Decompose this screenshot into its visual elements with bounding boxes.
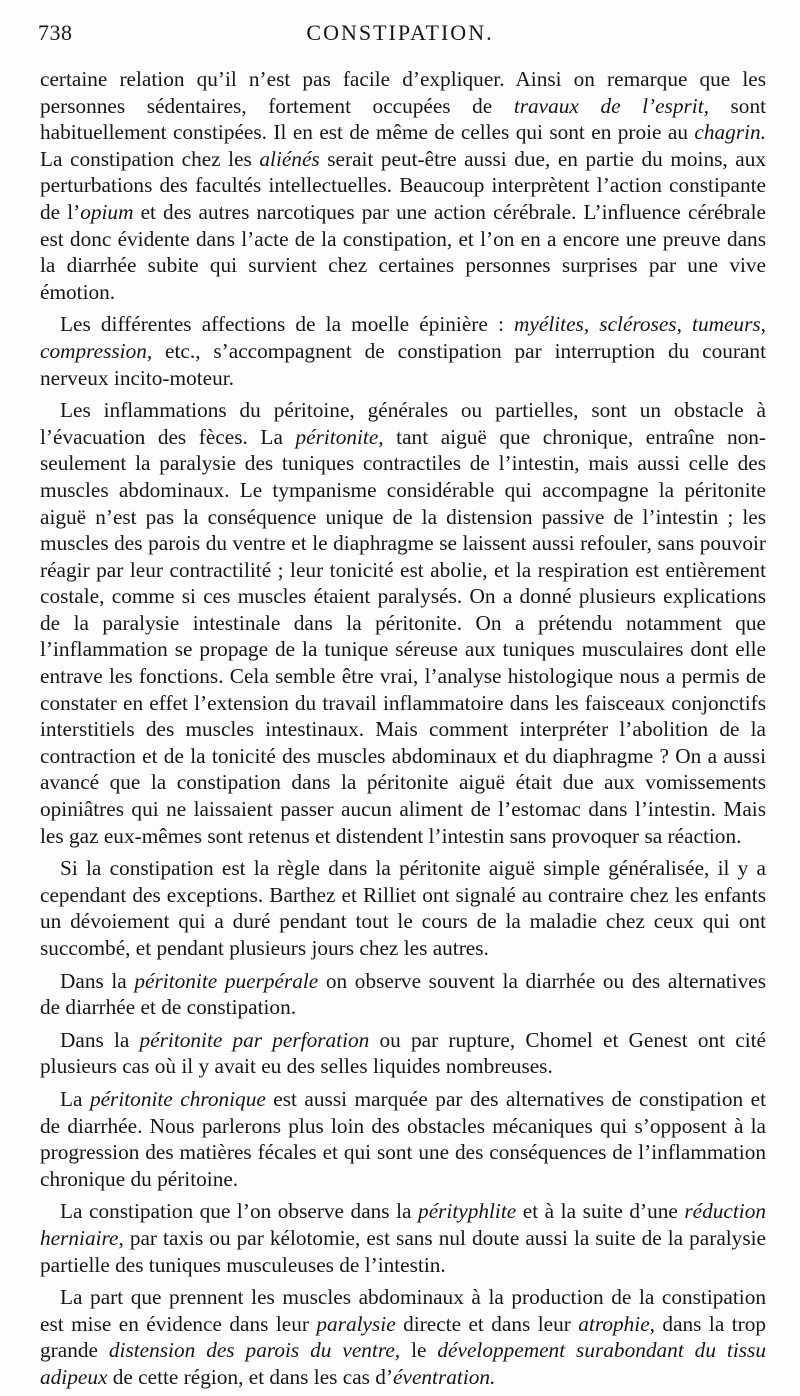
text-run: La [60, 1086, 90, 1111]
italic-text: péritonite par perforation [139, 1027, 370, 1052]
paragraph [40, 311, 766, 391]
text-run: certaine relation qu’il n’est pas facile d’expliquer. Ainsi on remarque que les personnes sédentaires, fortement occupées de [40, 67, 766, 118]
paragraph [40, 1027, 766, 1080]
italic-text: développement surabondant du tissu adipeux [40, 1338, 766, 1389]
page-header [38, 20, 762, 60]
text-run: on observe souvent la diarrhée ou des alternatives de diarrhée et de constipation. [40, 968, 766, 1020]
italic-text: péritonite puerpérale [134, 968, 319, 993]
italic-text: paralysie [316, 1311, 396, 1336]
text-run: tant aiguë que chronique, entraîne non-seulement la paralysie des tuniques contractiles de l’intestin, mais aussi celle des muscles abdominaux. Le tympanisme considérable qui accompagne la péritonite aiguë n’est pas la conséquence unique de la distension passive de l’intestin ; les muscles des parois du ventre et le diaphragme se laissent aussi refouler, sans pouvoir réagir par leur contractilité ; leur tonicité est abolie, et la respiration est entièrement costale, comme si ces muscles étaient paralysés. On a donné plusieurs explications de la paralysie intestinale dans la péritonite. On a prétendu notamment que l’inflammation se propage de la tunique séreuse aux tuniques musculaires dont elle entrave les fonctions. Cela semble être vrai, l’analyse histologique nous a permis de constater en effet l’extension du travail inflammatoire dans les faisceaux conjonctifs interstitiels des muscles intestinaux. Mais comment interpréter l’abolition de la contraction et de la tonicité des muscles abdominaux et du diaphragme ? On a aussi avancé que la constipation dans la péritonite aiguë était due aux vomissements opiniâtres qui ne laissaient passer aucun aliment de l’estomac dans l’intestin. Mais les gaz eux-mêmes sont retenus et distendent l’intestin sans provoquer sa réaction. [40, 424, 766, 848]
text-run: Si la constipation est la règle dans la péritonite aiguë simple généralisée, il y a cependant des exceptions. Barthez et Rilliet ont signalé au contraire chez les enfants un dévoiement qui a duré pendant tout le cours de la maladie chez ceux qui ont succombé, et pendant plusieurs jours chez les autres. [40, 856, 766, 960]
italic-text: péritonite chronique [89, 1086, 266, 1111]
text-run: etc., s’accompagnent de constipation par interruption du courant nerveux incito-moteur. [40, 338, 766, 390]
paragraph [40, 66, 766, 305]
text-run: directe et dans leur [395, 1311, 579, 1336]
paragraph [40, 855, 766, 961]
text-run: La constipation chez les [40, 146, 260, 171]
text-run: La constipation que l’on observe dans la [60, 1199, 419, 1224]
text-run: Les différentes affections de la moelle épinière : [60, 312, 515, 337]
text-run: le [400, 1338, 438, 1363]
italic-text: pérityphlite [418, 1199, 517, 1224]
italic-text: éventration. [393, 1364, 496, 1389]
italic-text: opium [80, 199, 134, 224]
text-run: dans la trop grande [40, 1311, 767, 1363]
page-number: 738 [38, 20, 73, 45]
text-run: Dans la [60, 968, 135, 993]
italic-text: travaux de l’esprit, [513, 93, 709, 118]
text-run: Dans la [60, 1027, 140, 1052]
paragraph [40, 397, 766, 849]
text-run: et à la suite d’une [516, 1199, 685, 1224]
text-run: Les inflammations du péritoine, générales ou partielles, sont un obstacle à l’évacuation des fèces. La [40, 398, 766, 449]
paragraph [40, 968, 766, 1021]
italic-text: aliénés [259, 146, 320, 171]
text-run: de cette région, et dans les cas d’ [107, 1364, 394, 1389]
text-run: sont habituellement constipées. Il en est de même de celles qui sont en proie au [40, 93, 767, 145]
paragraph [40, 1284, 766, 1390]
italic-text: atrophie, [578, 1311, 655, 1336]
text-run: et des autres narcotiques par une action cérébrale. L’influence cérébrale est donc évidente dans l’acte de la constipation, et l’on en a encore une preuve dans la diarrhée subite qui survient chez certaines personnes surprises par une vive émotion. [40, 199, 766, 304]
italic-text: myélites, scléroses, tumeurs, compression, [40, 312, 766, 363]
running-title: CONSTIPATION. [306, 20, 494, 45]
text-run: ou par rupture, Chomel et Genest ont cité plusieurs cas où il y avait eu des selles liquides nombreuses. [40, 1027, 767, 1079]
page-body [40, 66, 766, 1391]
paragraph [40, 1086, 766, 1192]
paragraph [40, 1198, 766, 1278]
italic-text: péritonite, [295, 424, 384, 449]
text-run: serait peut-être aussi due, en partie du moins, aux perturbations des facultés intellectuelles. Beaucoup interprètent l’action constipante de l’ [40, 146, 766, 224]
italic-text: réduction herniaire, [40, 1199, 767, 1250]
text-run: par taxis ou par kélotomie, est sans nul doute aussi la suite de la paralysie partielle des tuniques musculeuses de l’intestin. [40, 1225, 766, 1277]
italic-text: chagrin. [694, 120, 766, 145]
italic-text: distension des parois du ventre, [108, 1338, 401, 1363]
text-run: est aussi marquée par des alternatives de constipation et de diarrhée. Nous parlerons plus loin des obstacles mécaniques qui s’opposent à la progression des matières fécales et qui sont une des conséquences de l’inflammation chronique du péritoine. [40, 1086, 766, 1191]
text-run: La part que prennent les muscles abdominaux à la production de la constipation est mise en évidence dans leur [40, 1285, 766, 1336]
